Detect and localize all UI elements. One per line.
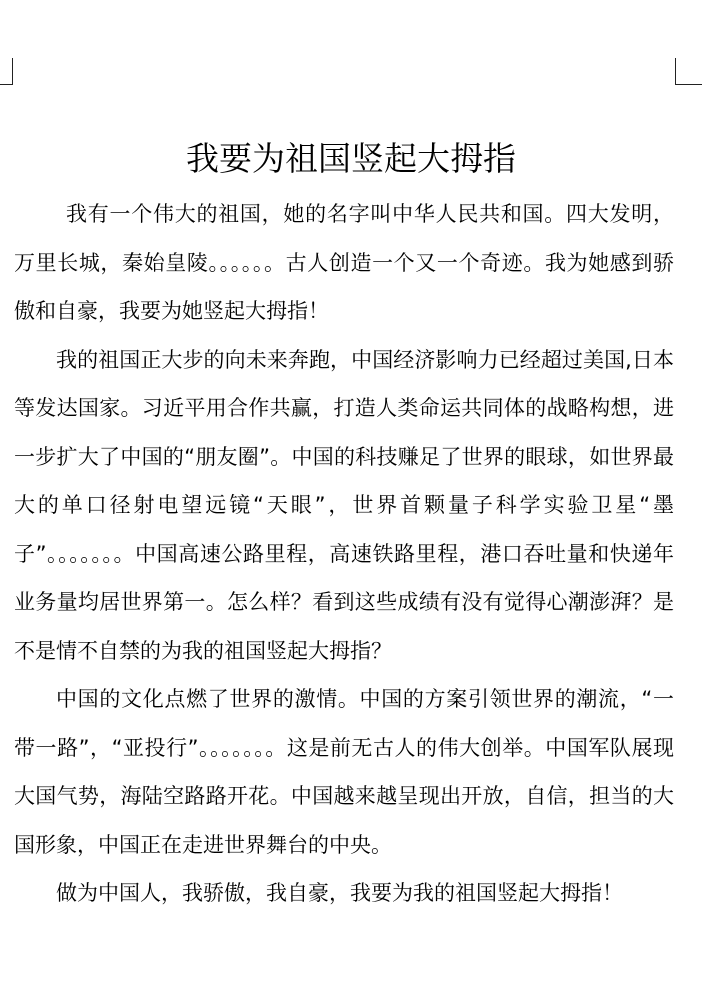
- paragraph-3: 中国的文化点燃了世界的激情。中国的方案引领世界的潮流，“一带一路”，“亚投行”。。。。。。。这是前无古人的伟大创举。中国军队展现大国气势，海陆空路路开花。中国越来越呈现出开放，自信，担当的大国形象，中国正在走进世界舞台的中央。: [14, 687, 674, 857]
- paragraph-1: 我有一个伟大的祖国，她的名字叫中华人民共和国。四大发明，万里长城，秦始皇陵。。。。。。古人创造一个又一个奇迹。我为她感到骄傲和自豪，我要为她竖起大拇指！: [14, 202, 674, 323]
- page-corner-mark-top-right: [675, 84, 702, 85]
- page-corner-mark-top-left: [12, 58, 13, 84]
- page-corner-mark-top-left: [0, 84, 13, 85]
- paragraph-4: 做为中国人，我骄傲，我自豪，我要为我的祖国竖起大拇指！: [56, 881, 623, 905]
- paragraph-2: 我的祖国正大步的向未来奔跑，中国经济影响力已经超过美国,日本等发达国家。习近平用合作共赢，打造人类命运共同体的战略构想，进一步扩大了中国的“朋友圈”。中国的科技赚足了世界的眼球，如世界最大的单口径射电望远镜“天眼”，世界首颗量子科学实验卫星“墨子”。。。。。。。中国高速公路里程，高速铁路里程，港口吞吐量和快递年业务量均居世界第一。怎么样？看到这些成绩有没有觉得心潮澎湃？是不是情不自禁的为我的祖国竖起大拇指？: [14, 347, 674, 663]
- document-title: 我要为祖国竖起大拇指: [186, 139, 516, 178]
- page-corner-mark-top-right: [675, 58, 676, 84]
- document-body: [14, 190, 674, 918]
